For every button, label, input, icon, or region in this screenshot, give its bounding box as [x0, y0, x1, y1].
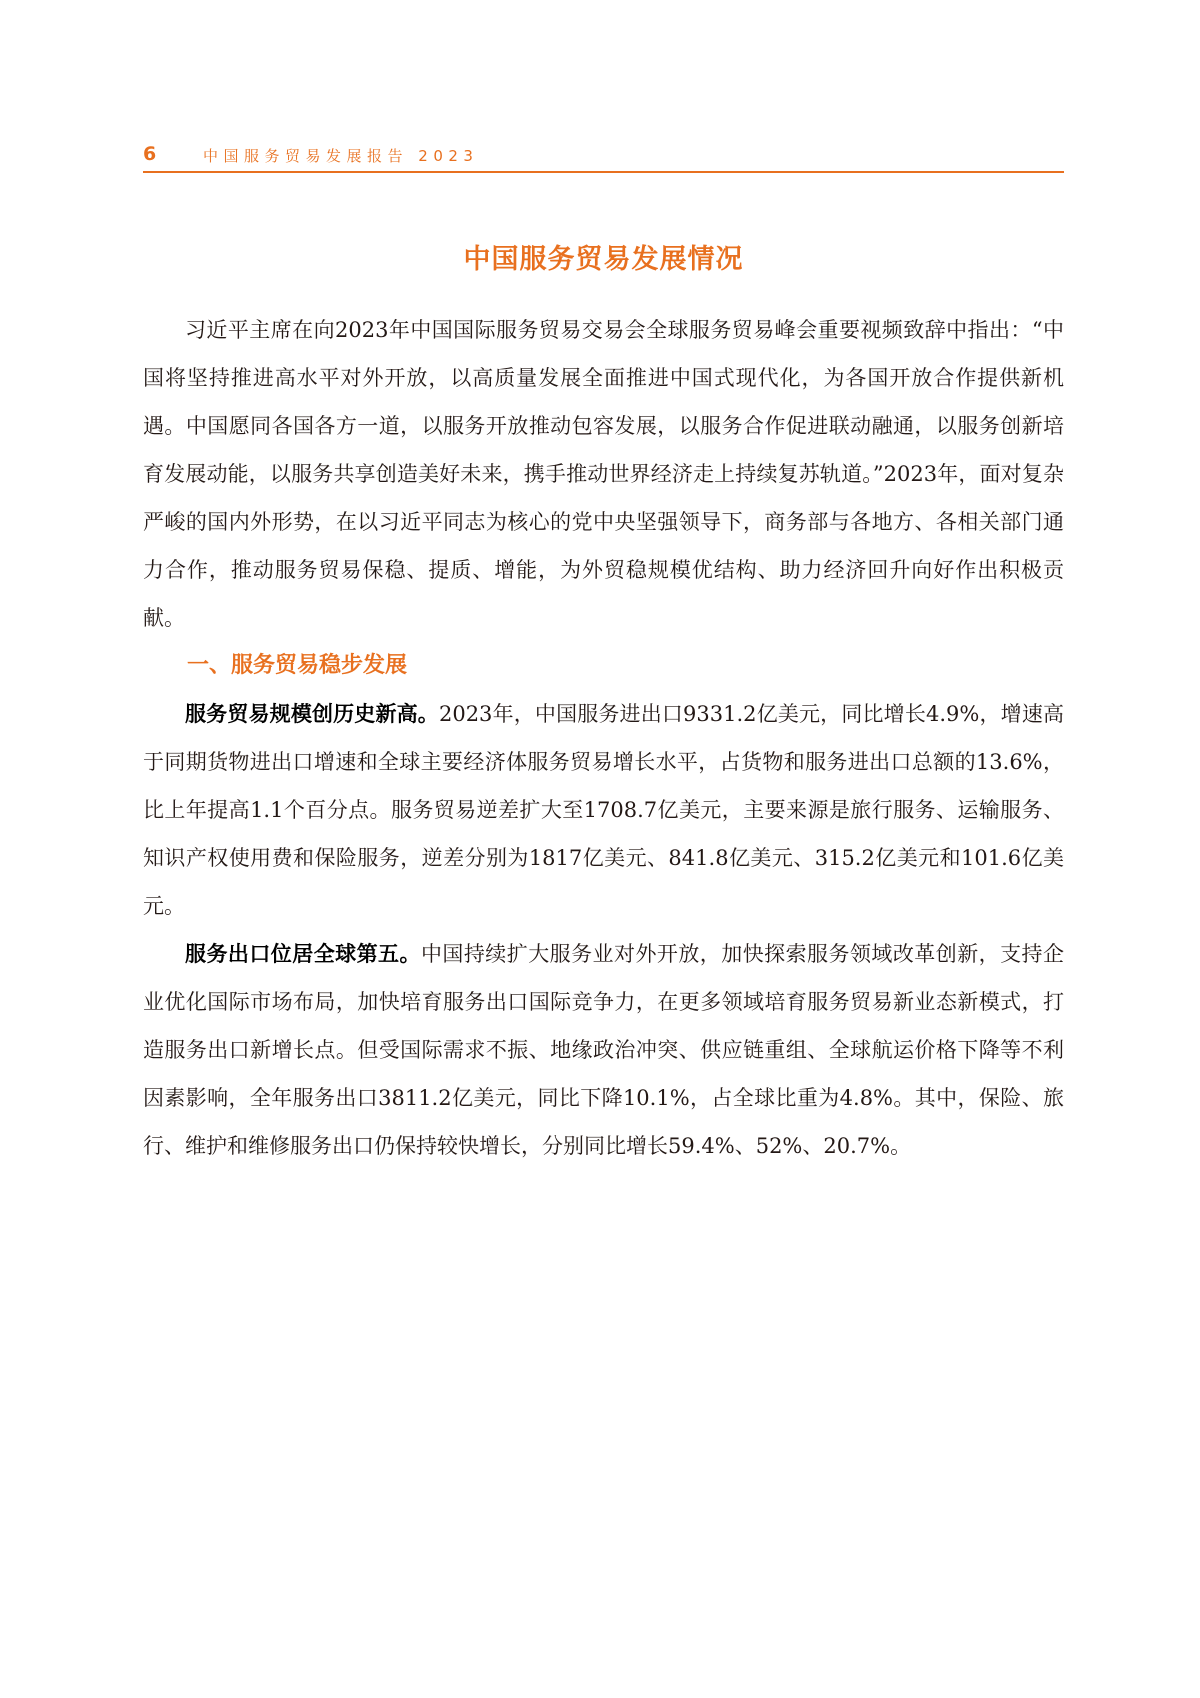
paragraph-lead: 服务贸易规模创历史新高。: [185, 702, 439, 726]
section-title: 中国服务贸易发展情况: [463, 244, 744, 275]
paragraph-trade-scale: [143, 690, 1064, 930]
paragraph-body: 中国持续扩大服务业对外开放，加快探索服务领域改革创新，支持企业优化国际市场布局，加快培育服务出口国际竞争力，在更多领域培育服务贸易新业态新模式，打造服务出口新增长点。但受国际需求不振、地缘政治冲突、供应链重组、全球航运价格下降等不利因素影响，全年服务出口3811.2亿美元，同比下降10.1%，占全球比重为4.8%。其中，保险、旅行、维护和维修服务出口仍保持较快增长，分别同比增长59.4%、52%、20.7%。: [143, 942, 1065, 1158]
page-number: 6: [143, 143, 157, 165]
paragraph-export-rank: [143, 930, 1064, 1170]
main-content: [143, 240, 1064, 1170]
paragraph-lead: 服务出口位居全球第五。: [185, 942, 421, 966]
running-title: 中国服务贸易发展报告 2023: [203, 147, 479, 165]
page-header: [143, 137, 1064, 173]
subsection-heading: 一、服务贸易稳步发展: [187, 653, 408, 678]
intro-paragraph: 习近平主席在向2023年中国国际服务贸易交易会全球服务贸易峰会重要视频致辞中指出：“中国将坚持推进高水平对外开放，以高质量发展全面推进中国式现代化，为各国开放合作提供新机遇。中国愿同各国各方一道，以服务开放推动包容发展，以服务合作促进联动融通，以服务创新培育发展动能，以服务共享创造美好未来，携手推动世界经济走上持续复苏轨道。”2023年，面对复杂严峻的国内外形势，在以习近平同志为核心的党中央坚强领导下，商务部与各地方、各相关部门通力合作，推动服务贸易保稳、提质、增能，为外贸稳规模优结构、助力经济回升向好作出积极贡献。: [143, 318, 1064, 630]
paragraph-body: 2023年，中国服务进出口9331.2亿美元，同比增长4.9%，增速高于同期货物进出口增速和全球主要经济体服务贸易增长水平，占货物和服务进出口总额的13.6%，比上年提高1.1个百分点。服务贸易逆差扩大至1708.7亿美元，主要来源是旅行服务、运输服务、知识产权使用费和保险服务，逆差分别为1817亿美元、841.8亿美元、315.2亿美元和101.6亿美元。: [143, 702, 1064, 918]
